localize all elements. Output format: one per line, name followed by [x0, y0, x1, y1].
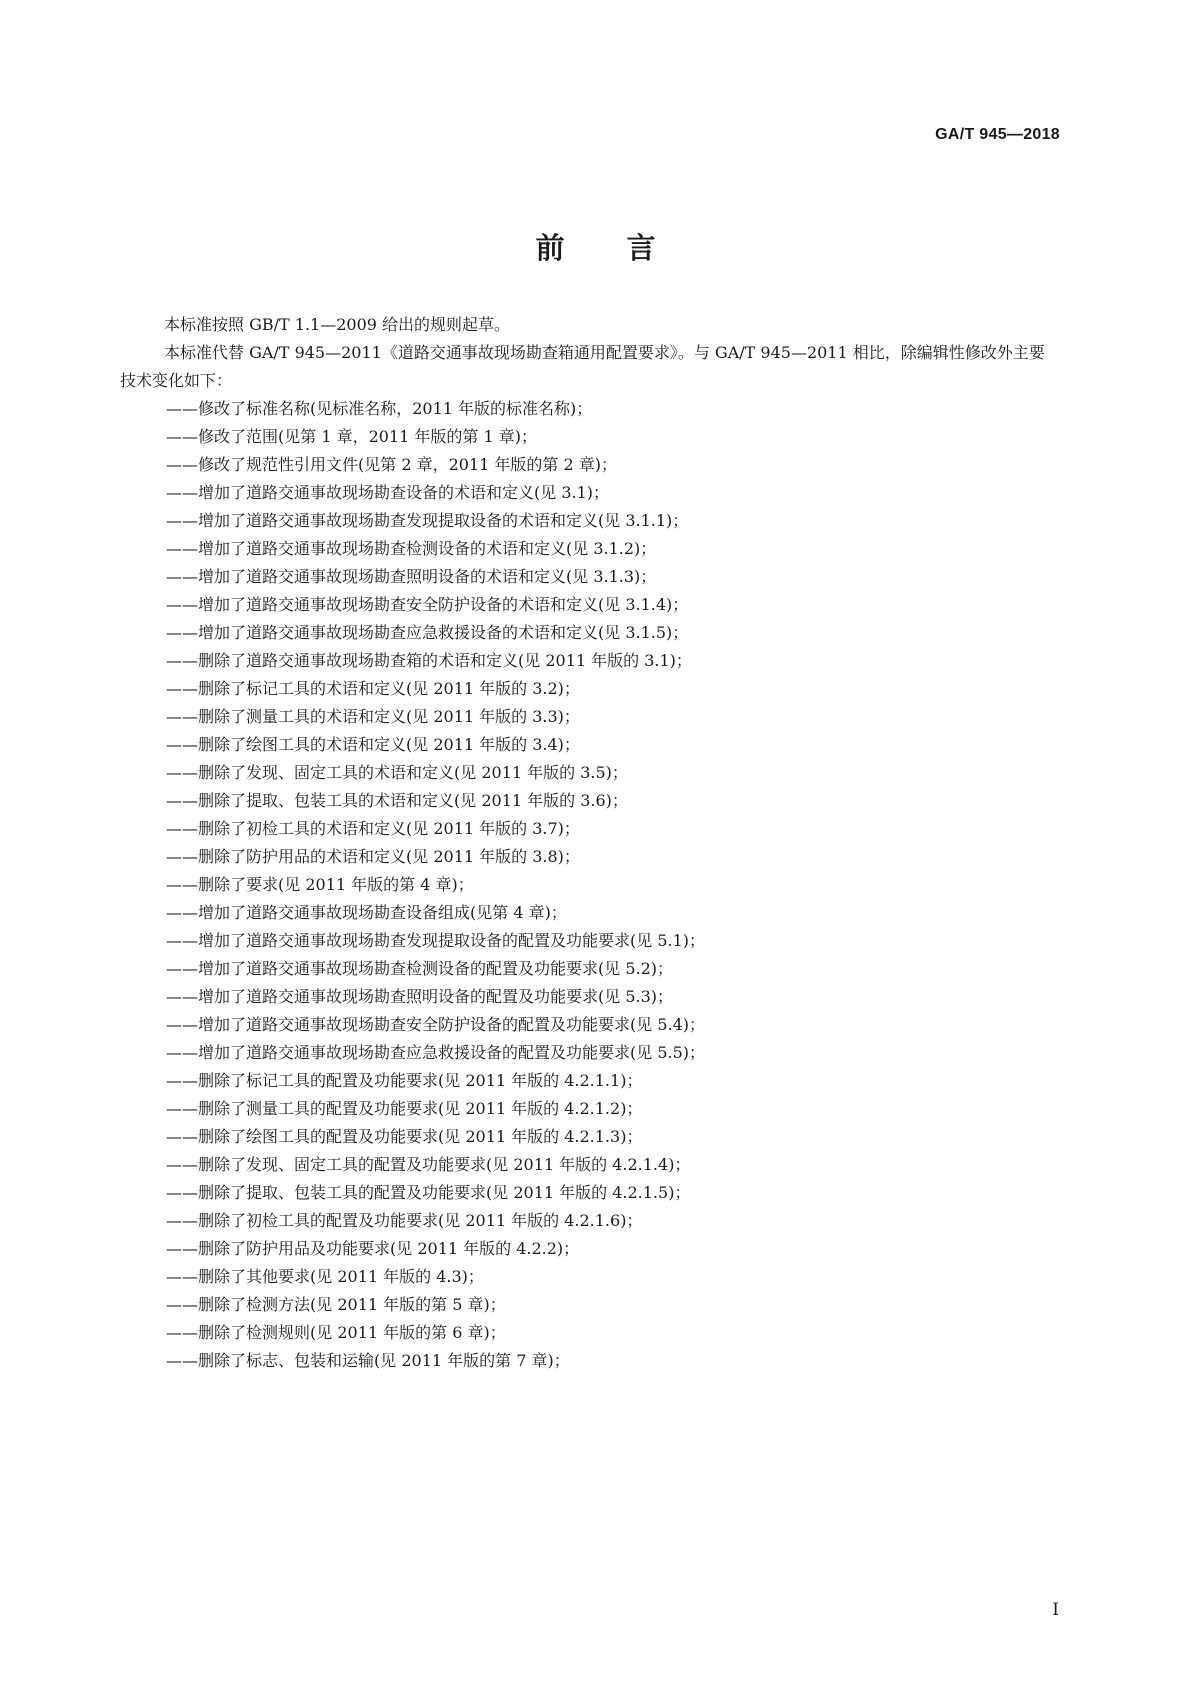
- standard-code: GA/T 945—2018: [935, 126, 1060, 143]
- change-item: ——删除了道路交通事故现场勘查箱的术语和定义(见 2011 年版的 3.1)；: [166, 651, 692, 670]
- change-item: ——增加了道路交通事故现场勘查发现提取设备的术语和定义(见 3.1.1)；: [166, 511, 689, 530]
- change-item: ——增加了道路交通事故现场勘查发现提取设备的配置及功能要求(见 5.1)；: [166, 931, 706, 950]
- change-item: ——修改了规范性引用文件(见第 2 章，2011 年版的第 2 章)；: [166, 455, 617, 474]
- change-item: ——增加了道路交通事故现场勘查照明设备的术语和定义(见 3.1.3)；: [166, 567, 657, 586]
- change-item: ——增加了道路交通事故现场勘查照明设备的配置及功能要求(见 5.3)；: [166, 987, 674, 1006]
- change-item: ——增加了道路交通事故现场勘查检测设备的术语和定义(见 3.1.2)；: [166, 539, 657, 558]
- change-item: ——删除了发现、固定工具的配置及功能要求(见 2011 年版的 4.2.1.4)；: [166, 1155, 691, 1174]
- change-item: ——删除了初检工具的配置及功能要求(见 2011 年版的 4.2.1.6)；: [166, 1211, 643, 1230]
- change-item: ——增加了道路交通事故现场勘查应急救援设备的配置及功能要求(见 5.5)；: [166, 1043, 706, 1062]
- change-item: ——删除了其他要求(见 2011 年版的 4.3)；: [166, 1267, 484, 1286]
- change-item: ——删除了初检工具的术语和定义(见 2011 年版的 3.7)；: [166, 819, 580, 838]
- change-item: ——增加了道路交通事故现场勘查安全防护设备的配置及功能要求(见 5.4)；: [166, 1015, 706, 1034]
- change-item: ——增加了道路交通事故现场勘查安全防护设备的术语和定义(见 3.1.4)；: [166, 595, 689, 614]
- change-item: ——删除了标志、包装和运输(见 2011 年版的第 7 章)；: [166, 1351, 570, 1370]
- intro-paragraph-2: 本标准代替 GA/T 945—2011《道路交通事故现场勘查箱通用配置要求》。与 GA/T 945—2011 相比，除编辑性修改外主要技术变化如下：: [120, 343, 1045, 390]
- change-item: ——删除了测量工具的术语和定义(见 2011 年版的 3.3)；: [166, 707, 580, 726]
- change-item: ——删除了标记工具的术语和定义(见 2011 年版的 3.2)；: [166, 679, 580, 698]
- change-item: ——增加了道路交通事故现场勘查设备的术语和定义(见 3.1)；: [166, 483, 610, 502]
- page-number: I: [1052, 1600, 1059, 1620]
- change-item: ——删除了测量工具的配置及功能要求(见 2011 年版的 4.2.1.2)；: [166, 1099, 643, 1118]
- change-item: ——删除了发现、固定工具的术语和定义(见 2011 年版的 3.5)；: [166, 763, 628, 782]
- intro-paragraph-1: 本标准按照 GB/T 1.1—2009 给出的规则起草。: [164, 315, 511, 334]
- title-char-2: 言: [626, 231, 656, 265]
- change-item: ——删除了防护用品及功能要求(见 2011 年版的 4.2.2)；: [166, 1239, 580, 1258]
- change-item: ——增加了道路交通事故现场勘查检测设备的配置及功能要求(见 5.2)；: [166, 959, 674, 978]
- change-item: ——删除了检测规则(见 2011 年版的第 6 章)；: [166, 1323, 506, 1342]
- change-item: ——删除了标记工具的配置及功能要求(见 2011 年版的 4.2.1.1)；: [166, 1071, 643, 1090]
- changes-list: [120, 395, 1060, 1375]
- title-char-1: 前: [535, 231, 565, 265]
- change-item: ——修改了标准名称(见标准名称，2011 年版的标准名称)；: [166, 399, 593, 418]
- change-item: ——删除了提取、包装工具的配置及功能要求(见 2011 年版的 4.2.1.5)；: [166, 1183, 691, 1202]
- page-title: [0, 226, 1191, 267]
- change-item: ——增加了道路交通事故现场勘查应急救援设备的术语和定义(见 3.1.5)；: [166, 623, 689, 642]
- change-item: ——删除了绘图工具的配置及功能要求(见 2011 年版的 4.2.1.3)；: [166, 1127, 643, 1146]
- change-item: ——删除了要求(见 2011 年版的第 4 章)；: [166, 875, 474, 894]
- change-item: ——删除了绘图工具的术语和定义(见 2011 年版的 3.4)；: [166, 735, 580, 754]
- change-item: ——增加了道路交通事故现场勘查设备组成(见第 4 章)；: [166, 903, 567, 922]
- change-item: ——删除了提取、包装工具的术语和定义(见 2011 年版的 3.6)；: [166, 791, 628, 810]
- change-item: ——删除了防护用品的术语和定义(见 2011 年版的 3.8)；: [166, 847, 580, 866]
- foreword-body: [120, 311, 1060, 1375]
- change-item: ——修改了范围(见第 1 章，2011 年版的第 1 章)；: [166, 427, 537, 446]
- change-item: ——删除了检测方法(见 2011 年版的第 5 章)；: [166, 1295, 506, 1314]
